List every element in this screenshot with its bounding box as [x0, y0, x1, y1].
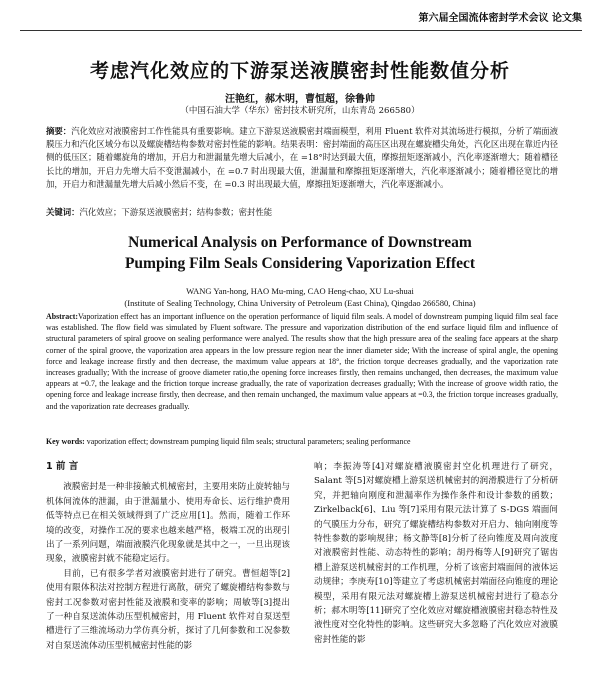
running-header: 第六届全国流体密封学术会议 论文集: [20, 12, 582, 31]
body-column-left: [46, 460, 290, 653]
keywords-en-label: Key words:: [46, 437, 85, 446]
title-en-line1: Numerical Analysis on Performance of Downstream: [128, 234, 472, 251]
title-en: [0, 232, 600, 274]
title-cn: 考虑汽化效应的下游泵送液膜密封性能数值分析: [89, 60, 510, 82]
paragraph: 液膜密封是一种非接触式机械密封，主要用来防止旋转轴与机体间流体的泄漏，由于泄漏量小、使用寿命长、运行维护费用低等特点已在相关领域得到了广泛应用[1]。然而，随着工作环境的改变，对操作工况的要求也越来越严格，极端工况的出现引出了一系列问题，端面液膜汽化现象就是其中之一，一旦出现该现象，液膜密封就不能稳定运行。: [46, 482, 290, 565]
abstract-cn: [46, 125, 558, 191]
body-column-right: [314, 460, 558, 647]
title-en-line2: Pumping Film Seals Considering Vaporization Effect: [124, 255, 476, 272]
keywords-en: [46, 436, 558, 447]
authors-cn: 汪艳红，郝木明，曹恒超，徐鲁帅: [225, 94, 375, 105]
abstract-en-text: Vaporization effect has an important influence on the operation performance of liquid film seals. A model of downstream pumping liquid film seal face was established. The flow field was simulated by Fluent software. The pressure and vaporization distribution of the end surface liquid film and influence of structural parameters of spiral groove on sealing performance were analyed. The results show that the high pressure area of the sealing face appears at the sharp corner of the spiral groove, the vaporization area appears in the low pressure region near the inner diameter side; With the increase of spiral angle, the opening force and leakage increase firstly and then decrease, the maximum value appears at 18°, the friction torque decreases gradually, and the vaporization rate increases gradually; With the increase of groove diameter ratio,the opening force increases firstly, then remains unchanged, then decreases, the maximum value appears at =0.7, the leakage and the friction torque increase gradually, the rate of vaporization decreases gradually; With the increase of groove width ratio, the opening force and leakage increase firstly, then decrease, and then remain unchanged, the maximum value appears at =0.3, the friction torque increases gradually, and the vaporization rate decreases gradually.: [46, 312, 558, 411]
abstract-en-label: Abstract:: [46, 312, 78, 321]
section-heading-intro: 1 前 言: [46, 461, 79, 472]
keywords-en-text: vaporization effect; downstream pumping liquid film seals; structural parameters; sealing performance: [86, 437, 411, 446]
abstract-cn-label: 摘要：: [46, 126, 72, 136]
keywords-cn: [46, 206, 558, 218]
affiliation-cn: （中国石油大学（华东）密封技术研究所，山东青岛 266580）: [180, 106, 420, 116]
abstract-en: [46, 311, 558, 412]
authors-en: WANG Yan-hong, HAO Mu-ming, CAO Heng-chao, XU Lu-shuai: [186, 286, 414, 296]
paragraph: 响；李振涛等[4]对螺旋槽液膜密封空化机理进行了研究，Salant 等[5]对螺旋槽上游泵送机械密封的润滑膜进行了分析研究，并把轴向刚度和泄漏率作为操作条件和设计参数的函数；Zirkelback[6]、Liu 等[7]采用有限元法计算了 S-DGS 端面间的气膜压力分布，研究了螺旋槽结构参数对开启力、轴向刚度等特性参数的影响规律；杨文静等[8]分析了径向锥度及周向波度对液膜密封性能、动态特性的影响；胡丹梅等人[9]研究了锯齿槽上游泵送机械密封的工作机理，分析了该密封端面间的液体运动规律；李庚寿[10]等建立了考虑机械密封端面径向锥度的理论模型，采用有限元法对螺旋槽上游泵送机械密封进行了稳态分析；郝木明等[11]研究了空化效应对螺旋槽液膜密封稳态特性及液性度对空化特性的影响。这些研究大多忽略了汽化效应对液膜密封性能的影: [314, 462, 558, 645]
keywords-cn-text: 汽化效应；下游泵送液膜密封；结构参数；密封性能: [79, 207, 273, 217]
affiliation-en: (Institute of Sealing Technology, China University of Petroleum (East China), Qingdao 266580, China): [124, 298, 476, 308]
keywords-cn-label: 关键词：: [46, 207, 80, 217]
abstract-cn-text: 汽化效应对液膜密封工作性能具有重要影响。建立下游泵送液膜密封端面模型，利用 Fluent 软件对其流场进行模拟，分析了端面液膜压力和汽化区域分布以及螺旋槽结构参数对密封性能的影响。结果表明：密封端面的高压区出现在螺旋槽尖角处，汽化区出现在靠近内径侧的低压区；随着螺旋角的增加，开启力和泄漏量先增大后减小，在 =18°时达到最大值，摩擦扭矩逐渐减小，汽化率逐渐增大；随着槽径长比的增加，开启力先增大后不变泄漏减小，在 =0.7 时出现最大值，泄漏量和摩擦扭矩逐渐增大，汽化率逐渐减小；随着槽径宽比的增加，开启力和泄漏量先增大后减小然后不变，在 =0.3 时出现最大值，摩擦扭矩逐渐增大，汽化率逐渐减小。: [46, 126, 559, 189]
paragraph: 目前，已有很多学者对液膜密封进行了研究。曹恒超等[2]使用有限体积法对控制方程进行离散，研究了螺旋槽结构参数与密封工况参数对密封性能及液膜和变率的影响；周敏等[3]提出了一种自泵送流体动压型机械密封，用 Fluent 软件对自泵送型槽进行了三维流场动力学仿真分析，探讨了几何参数和工况参数对自泵送流体动压型机械密封性能的影: [46, 568, 290, 651]
